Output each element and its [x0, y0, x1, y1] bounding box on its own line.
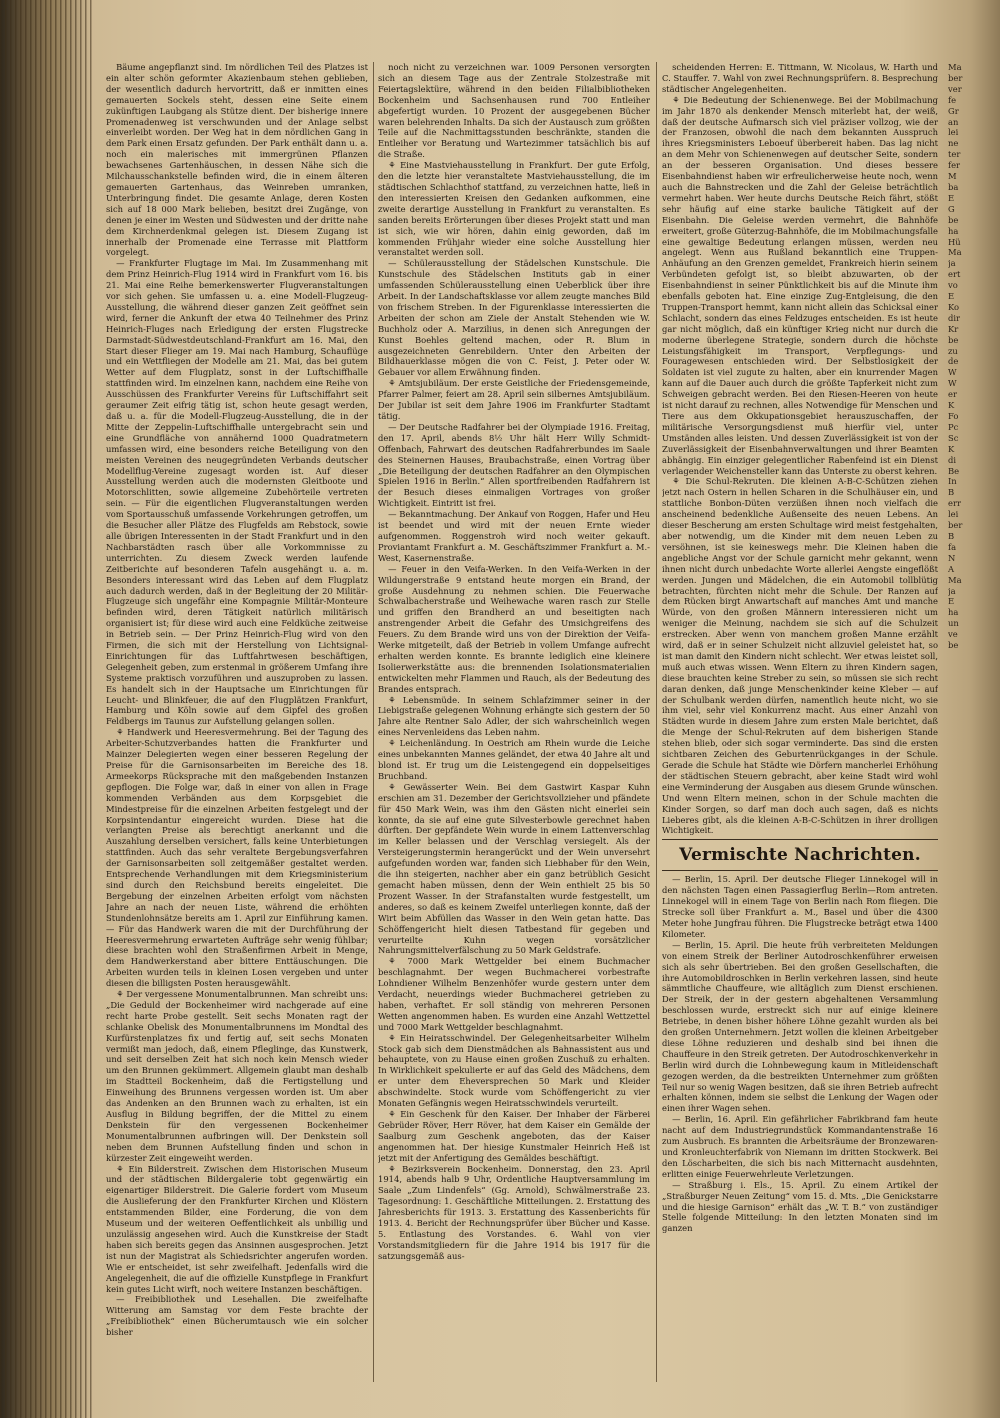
edge-fragment: A — [948, 563, 955, 574]
edge-fragment: un — [948, 618, 959, 629]
edge-fragment: ba — [948, 181, 959, 192]
edge-fragment: W — [948, 378, 957, 389]
edge-fragment: an — [948, 116, 959, 127]
edge-fragment: err — [948, 498, 961, 509]
adjacent-page-edge-text — [948, 62, 1000, 1382]
edge-fragment: Be — [948, 465, 960, 476]
edge-fragment: Ma — [948, 62, 962, 72]
edge-fragment: ve — [948, 629, 958, 640]
edge-fragment: Sc — [948, 432, 959, 443]
article-paragraph: — Freibibliothek und Lesehallen. Die zweifelhafte Witterung am Samstag vor dem Feste brachte der „Freibibliothek“ einen Bücherumtausch wie ein solcher bisher — [106, 1294, 368, 1338]
edge-fragment: ber — [948, 520, 963, 531]
edge-fragment: Hü — [948, 236, 961, 247]
edge-fragment: W — [948, 367, 957, 378]
article-paragraph: ⚘ Lebensmüde. In seinem Schlafzimmer seiner in der Liebigstraße gelegenen Wohnung erhängte sich gestern der 50 Jahre alte Rentner Salo Adler, der sich wahrscheinlich wegen eines Nervenleidens das Leben nahm. — [378, 694, 650, 738]
article-paragraph: ⚘ Leichenländung. In Oestrich am Rhein wurde die Leiche eines unbekannten Mannes geländet, der etwa 40 Jahre alt und blond ist. Er trug um die Leistengegend ein doppelseitiges Bruchband. — [378, 738, 650, 781]
edge-fragment: N — [948, 552, 956, 563]
article-paragraph: ⚘ Eine Mastviehausstellung in Frankfurt. Der gute Erfolg, den die letzte hier veranstaltete Mastviehausstellung, die im städtischen Schlachthof stattfand, zu verzeichnen hatte, ließ in den interessierten Kreisen den Gedanken aufkommen, eine zweite derartige Ausstellung in Frankfurt zu veranstalten. Es sanden bereits Erörterungen über dieses Projekt statt und man ist sich, wie wir hören, dahin einig geworden, daß im kommenden Frühjahr wieder eine solche Ausstellung hier veranstaltet werden soll. — [378, 160, 650, 258]
article-paragraph: — Feuer in den Veifa-Werken. In den Veifa-Werken in der Wildungerstraße 9 entstand heute morgen ein Brand, der große Ausdehnung zu nehmen schien. Die Feuerwache Schwalbacherstraße und Weihewache waren rasch zur Stelle und griffen den Brandherd an und beseitigten nach anstrengender Arbeit die Gefahr des Umsichgreifens des Feuers. Zu dem Brande wird uns von der Direktion der Veifa-Werke mitgeteilt, daß der Betrieb in vollem Umfange aufrecht erhalten werden konnte. Es brannte lediglich eine kleinere Isolierwerkstätte aus: die brennenden Isolationsmaterialien entwickelten mehr Flammen und Rauch, als der Bedeutung des Brandes entsprach. — [378, 563, 650, 694]
news-item: — Straßburg i. Els., 15. April. Zu einem Artikel der „Straßburger Neuen Zeitung“ vom 15. d. Mts. „Die Genickstarre und die hiesige Garnison“ erhält das „W. T. B.“ von zuständiger Stelle folgende Mitteilung: In den letzten Monaten sind im ganzen — [662, 1179, 938, 1234]
article-paragraph: — Der Deutsche Radfahrer bei der Olympiade 1916. Freitag, den 17. April, abends 8½ Uhr hält Herr Willy Schmidt-Offenbach, Fahrwart des deutschen Radfahrerbundes im Saale des Steinernen Hauses, Braubachstraße, einen Vortrag über „Die Beteiligung der deutschen Radfahrer an den Olympischen Spielen 1916 in Berlin.“ Allen sportfreibenden Radfahrern ist der Besuch dieses einmaligen Vortrages von großer Wichtigkeit. Eintritt ist frei. — [378, 421, 650, 509]
article-paragraph: ⚘ Ein Geschenk für den Kaiser. Der Inhaber der Färberei Gebrüder Röver, Herr Röver, hat dem Kaiser ein Gemälde der Saalburg zum Geschenk angeboten, das der Kaiser angenommen hat. Der hiesige Kunstmaler Heinrich Heß ist jetzt mit der Anfertigung des Gemäldes beschäftigt. — [378, 1109, 650, 1163]
edge-fragment: fe — [948, 94, 957, 105]
edge-fragment: M — [948, 171, 957, 182]
edge-fragment: Fo — [948, 411, 959, 421]
edge-fragment: er — [948, 389, 957, 400]
edge-fragment: be — [948, 640, 959, 651]
article-paragraph: ⚘ Der vergessene Monumentalbrunnen. Man schreibt uns: „Die Geduld der Bockenheimer wird nachgerade auf eine recht harte Probe gestellt. Seit sechs Monaten ragt der schlanke Obelisk des Monumentalbrunnens im Mondtal des Kurfürstenplatzes fix und fertig auf, seit sechs Monaten vermißt man jedoch, daß, einem Pfleglinge, das Kunstwerk, und seit derselben Zeit hat sich noch kein Mensch wieder um den Brunnen gekümmert. Allgemein glaubt man deshalb im Stadtteil Bockenheim, daß die Fertigstellung und Einweihung des Brunnens vergessen worden ist. Um aber das Andenken an den Brunnen wach zu erhalten, ist ein Ausflug in Bildung begriffen, der die Mittel zu einem Denkstein für den vergessenen Bockenheimer Monumentalbrunnen aufbringen will. Der Denkstein soll neben dem Brunnen Aufstellung finden und schon in kürzester Zeit eingeweiht werden. — [106, 989, 368, 1163]
news-item: — Berlin, 15. April. Die heute früh verbreiteten Meldungen von einem Streik der Berliner Autodroschkenführer erweisen sich als sehr übertrieben. Bei den großen Gesellschaften, die ihre Automobildroschken in Berlin verkehren lassen, sind heute sämmtliche Chauffeure, wie alltäglich zum Dienst erschienen. Der Streik, der in der gestern abgehaltenen Versammlung beschlossen wurde, erstreckt sich nur auf einige kleinere Betriebe, in denen bisher höhere Löhne gezahlt wurden als bei den großen Unternehmern. Jetzt wollen die kleinen Arbeitgeber diese Löhne reduzieren und deshalb sind bei ihnen die Chauffeure in den Streik getreten. Der Autodroschkenverkehr in Berlin wird durch die Lohnbewegung kaum in Mitleidenschaft gezogen werden, da die bestreikten Unternehmer zum größten Teil nur so wenig Wagen besitzen, daß sie ihren Betrieb aufrecht erhalten können, indem sie selbst die Lenkung der Wagen oder einen ihrer Wagen sehen. — [662, 939, 938, 1114]
edge-fragment: E — [948, 192, 955, 203]
column-rule — [656, 62, 657, 1382]
edge-fragment: dir — [948, 312, 961, 323]
column-3 — [662, 62, 938, 1382]
edge-fragment: lei — [948, 509, 959, 520]
edge-fragment: E — [948, 291, 955, 302]
section-divider — [662, 870, 938, 871]
article-paragraph: ⚘ Ein Bilderstreit. Zwischen dem Historischen Museum und der städtischen Bildergalerie tobt gegenwärtig ein eigenartiger Bilderstreit. Die Galerie fordert vom Museum die Auslieferung der den Frankfurter Kirchen und Klöstern entstammenden Bilder, eine Forderung, die von dem Museum und der weiteren Oeffentlichkeit als unbillig und unzulässig angesehen wird. Auch die Kunstkreise der Stadt haben sich bereits gegen das Ansinnen ausgesprochen. Jetzt ist nun der Magistrat als Schiedsrichter angerufen worden. Wie er entscheidet, ist sehr zweifelhaft. Jedenfalls wird die Angelegenheit, die auf die offizielle Kunstpflege in Frankfurt kein gutes Licht wirft, noch weitere Instanzen beschäftigen. — [106, 1163, 368, 1294]
article-paragraph: — Frankfurter Flugtage im Mai. Im Zusammenhang mit dem Prinz Heinrich-Flug 1914 wird in Frankfurt vom 16. bis 21. Mai eine Reihe bemerkenswerter Flugveranstaltungen vor sich gehen. Sie umfassen u. a. eine Modell-Flugzeug-Ausstellung, die während dieser ganzen Zeit geöffnet sein wird, ferner die Ankunft der etwa 40 Teilnehmer des Prinz Heinrich-Fluges nach Erledigung der ersten Flugstrecke Darmstadt-Südwestdeutschland-Frankfurt am 16. Mai, den Start dieser Flieger am 19. Mai nach Hamburg, Schauflüge und ein Wettfliegen der Modelle am 21. Mai, das bei gutem Wetter auf dem Flugplatz, sonst in der Luftschiffhalle stattfinden wird. Im einzelnen kann, nachdem eine Reihe von Ausschüssen des Frankfurter Vereins für Luftschiffahrt seit geraumer Zeit eifrig tätig ist, schon heute gesagt werden, daß u. a. für die Modell-Flugzeug-Ausstellung, die in der Mitte der Zeppelin-Luftschiffhalle untergebracht sein und eine Grundfläche von annähernd 1000 Quadratmetern umfassen wird, eine besonders reiche Beteiligung von den meisten Vereinen des neugegründeten Verbands deutscher Modellflug-Vereine zugesagt worden ist. Auf dieser Ausstellung werden auch die modernsten Gleitboote und Motorschlitten, sowie allgemeine Zubehörteile vertreten sein. — Für die eigentlichen Flugveranstaltungen werden vom Sportausschuß umfassende Vorkehrungen getroffen, um die Besucher aller Plätze des Flugfelds am Rebstock, sowie alle übrigen Interessenten in der Stadt Frankfurt und in den Nachbarstädten rasch über alle Vorkommnisse zu unterrichten. Zu diesem Zweck werden laufende Zeitberichte auf besonderen Tafeln ausgehängt u. a. m. Besonders interessant wird das Leben auf dem Flugplatz auch dadurch werden, daß in der Begleitung der 20 Militär-Flugzeuge sich ungefähr eine Kompagnie Militär-Monteure befinden wird, deren Tätigkeit natürlich militärisch organisiert ist; für diese wird auch eine Feldküche zeitweise in Betrieb sein. — Der Prinz Heinrich-Flug wird von den Firmen, die sich mit der Herstellung von Lichtsignal-Einrichtungen für das Luftfahrtwesen beschäftigen, Gelegenheit geben, zum erstenmal in größerem Umfang ihre Systeme praktisch vorzuführen und auszuproben zu lassen. Es handelt sich in der Hauptsache um Einrichtungen für Leucht- und Blinkfeuer, die auf den Flugplätzen Frankfurt, Hamburg und Köln sowie auf dem Gipfel des großen Feldbergs im Taunus zur Aufstellung gelangen sollen. — [106, 258, 368, 727]
article-paragraph: ⚘ Die Bedeutung der Schienenwege. Bei der Mobilmachung im Jahr 1870 als denkender Mensch miterlebt hat, der weiß, daß der deutsche Aufmarsch sich viel präziser vollzog, wie der der Franzosen, obwohl die nach dem bekannten Ausspruch ihres Kriegsministers Leboeuf überbereit haben. Das lag nicht an dem Mehr von Schienenwegen auf deutscher Seite, sondern an der besseren Organisation. Und dieses bessere Eisenbahndienst haben wir erfreulicherweise heute noch, wenn auch die Bahnstrecken und die Zahl der Geleise beträchtlich vermehrt haben. Wer heute durchs Deutsche Reich fährt, stößt sehr häufig auf eine starke bauliche Tätigkeit auf der Eisenbahn. Die Geleise werden vermehrt, die Bahnhöfe erweitert, große Güterzug-Bahnhöfe, die im Mobilmachungsfalle eine gewaltige Bedeutung erlangen müssen, werden neu angelegt. Wenn aus Rußland bekanntlich eine Truppen-Anhäufung an den Grenzen gemeldet, Frankreich hierin seinem Verbündeten gefolgt ist, so bleibt abzuwarten, ob der Eisenbahndienst in seiner Pünktlichkeit bis auf die Minute ihm ebenfalls geboten hat. Eine einzige Zug-Entgleisung, die den Truppen-Transport hemmt, kann nicht allein das Schicksal einer Schlacht, sondern das eines Feldzuges entscheiden. Es ist heute gar nicht möglich, daß ein künftiger Krieg nicht nur durch die moderne überlegene Strategie, sondern durch die höchste Leistungsfähigkeit im Transport, Verpflegungs- und Fouragewesen entschieden wird. Der Selbstlosigkeit der Soldaten ist viel zugute zu halten, aber ein knurrender Magen kann auf die Dauer auch durch die größte Tapferkeit nicht zum Schweigen gebracht werden. Bei den Riesen-Heeren von heute ist nicht darauf zu rechnen, alles Notwendige für Menschen und Tiere aus dem Okkupationsgebiet herauszuschaffen, der militärische Versorgungsdienst muß hierfür viel, unter Umständen alles leisten. Und dessen Zuverlässigkeit ist von der Zuverlässigkeit der Eisenbahnverwaltungen und ihrer Beamten abhängig. Ein einziger gelegentlicher Rabenfeind ist ein Dienst verlagender Weichensteller kann das Unterste zu oberst kehren. — [662, 94, 938, 476]
news-item: — Berlin, 16. April. Ein gefährlicher Fabrikbrand fam heute nacht auf dem Industriegrundstück Kommandantenstraße 16 zum Ausbruch. Es brannten die Arbeitsräume der Bronzewaren- und Kronleuchterfabrik von Niemann im dritten Stockwerk. Bei den Löscharbeiten, die sich bis nach Mitternacht ausdehnten, erlitten einige Feuerwehrleute Verletzungen. — [662, 1114, 938, 1179]
edge-fragment: ert — [948, 269, 961, 280]
column-2 — [378, 62, 650, 1382]
edge-fragment: ja — [948, 258, 956, 269]
edge-fragment: be — [948, 334, 959, 345]
article-paragraph: ⚘ Die Schul-Rekruten. Die kleinen A-B-C-Schützen ziehen jetzt nach Ostern in hellen Scharen in die Schulhäuser ein, und stattliche Bonbon-Düten verzüßen ihnen noch vielfach die anscheinend bedenkliche Außenseite des neuen Lebens. An dieser Bescherung am ersten Schultage wird meist festgehalten, aber notwendig, um die Kinder mit dem neuen Leben zu versöhnen, ist sie keineswegs mehr. Die Kleinen haben die angebliche Angst vor der Schule garnicht mehr gekannt, wenn ihnen nicht durch unbedachte Worte allerlei Aengste eingeflößt werden. Jungen und Mädelchen, die ein Automobil tollblütig betrachten, fürchten nicht mehr die Schule. Der Ranzen auf dem Rücken birgt Anwartschaft auf manches Amt und manche Würde, von den großen Männern interessieren nicht um weniger die Meinung, nachdem sie sich auf die Schulzeit erstrecken. Aber wenn von manchem großen Manne erzählt wird, daß er in seiner Schulzeit nicht allzuviel geleistet hat, so ist man damit den Kindern nicht schlecht. Wer etwas leistet soll, muß auch etwas wissen. Wenn Eltern zu ihren Kindern sagen, diese brauchten keine Streber zu sein, so müssen sie sich recht daran denken, daß junge Menschenkinder keine Kleber — auf der Schulbank werden dürfen, namentlich heute nicht, wo sie ihm viel, sehr viel Konkurrenz macht. Aus einer Anzahl von Städten wurde in diesem Jahre zum ersten Male berichtet, daß die Menge der Schul-Rekruten auf dem bisherigen Stande stehen blieb, oder sich sogar verminderte. Das sind die ersten sichtbaren Zeichen des Geburtenrückganges in der Schule. Gerade die Schule hat Städte wie Dörfern mancherlei Erhöhung der städtischen Steuern gebracht, aber keine Stadt wird wohl eine Verminderung der Ausgaben aus diesem Grunde wünschen. Und wenn Eltern meinen, schon in der Schule machten die Kinder Sorgen, so darf man doch auch sagen, daß es nichts Lieberes gibt, als die kleinen A-B-C-Schützen in ihrer drolligen Wichtigkeit. — [662, 476, 938, 836]
edge-fragment: G — [948, 203, 955, 214]
edge-fragment: ha — [948, 225, 959, 236]
article-paragraph: — Bekanntmachung. Der Ankauf von Roggen, Hafer und Heu ist beendet und wird mit der neuen Ernte wieder aufgenommen. Roggenstroh wird noch weiter gekauft. Proviantamt Frankfurt a. M. Geschäftszimmer Frankfurt a. M.-West, Kasernenstraße. — [378, 509, 650, 563]
article-paragraph: ⚘ Bezirksverein Bockenheim. Donnerstag, den 23. April 1914, abends halb 9 Uhr, Ordentliche Hauptversammlung im Saale „Zum Lindenfels“ (Gg. Arnold), Schwälmerstraße 23. Tagesordnung: 1. Geschäftliche Mitteilungen. 2. Erstattung des Jahresberichts für 1913. 3. Erstattung des Kassenberichts für 1913. 4. Bericht der Rechnungsprüfer über Bücher und Kasse. 5. Entlastung des Vorstandes. 6. Wahl von vier Vorstandsmitgliedern für die Jahre 1914 bis 1917 für die satzungsgemäß aus- — [378, 1163, 650, 1261]
edge-fragment: ber — [948, 72, 963, 83]
column-1 — [106, 62, 368, 1382]
edge-fragment: ne — [948, 138, 959, 149]
edge-fragment: Pc — [948, 421, 959, 432]
edge-fragment: di — [948, 454, 957, 465]
edge-fragment: be — [948, 214, 959, 225]
edge-fragment: zu — [948, 345, 958, 356]
edge-fragment: Ma — [948, 574, 962, 585]
edge-fragment: In — [948, 476, 957, 487]
article-paragraph: ⚘ 7000 Mark Wettgelder bei einem Buchmacher beschlagnahmt. Der wegen Buchmacherei vorbestrafte Lohndiener Wilhelm Benzenhöfer wurde gestern unter dem Verdacht, neuerdings wieder Buchmacherei getrieben zu haben, verhaftet. Er soll ständig von mehreren Personen Wetten angenommen haben. Es wurden eine Anzahl Wettzettel und 7000 Mark Wettgelder beschlagnahmt. — [378, 956, 650, 1032]
edge-fragment: K — [948, 443, 955, 454]
edge-fragment: Kr — [948, 323, 959, 334]
edge-fragment: ter — [948, 149, 961, 160]
edge-fragment: Ma — [948, 247, 962, 258]
edge-fragment: B — [948, 487, 955, 498]
article-paragraph: scheidenden Herren: E. Tittmann, W. Nicolaus, W. Harth und C. Stauffer. 7. Wahl von zwei Rechnungsprüfern. 8. Besprechung städtischer Angelegenheiten. — [662, 62, 938, 94]
column-rule — [373, 62, 374, 1382]
edge-fragment: E — [948, 596, 955, 607]
edge-fragment: ver — [948, 83, 962, 94]
edge-fragment: K — [948, 400, 955, 411]
article-paragraph: Bäume angepflanzt sind. Im nördlichen Teil des Platzes ist ein alter schön geformter Akazienbaum stehen geblieben, der wesentlich dadurch hervortritt, daß er inmitten eines gemauerten Sockels steht, dessen eine Seite einem zukünftigen Laubgang als Stütze dient. Der bisherige innere Promenadenweg ist verschwunden und der Anlage selbst einverleibt worden. Der Weg hat in dem nördlichen Gang in dem Park einen Ersatz gefunden. Der Park enthält dann u. a. noch ein malerisches mit immergrünen Pflanzen bewachsenes Gartenhäuschen, in dessen Nähe sich die Milchausschankstelle befinden wird, die in einem älteren gemauerten Gartenhaus, das Weinreben umranken, Unterbringung findet. Die gesamte Anlage, deren Kosten sich auf 18 000 Mark belieben, besitzt drei Zugänge, von denen je einer im Westen und Südwesten und der dritte nahe dem Kirchnerdenkmal gelegen ist. Diesem Zugang ist innerhalb der Promenade eine Terrasse mit Plattform vorgelegt. — [106, 62, 368, 258]
article-paragraph: ⚘ Ein Heiratsschwindel. Der Gelegenheitsarbeiter Wilhelm Stock gab sich dem Dienstmädchen als Bahnassistent aus und behauptete, von zu Hause einen großen Zuschuß zu erhalten. In Wirklichkeit spekulierte er auf das Geld des Mädchens, dem er unter dem Eheversprechen 50 Mark und Kleider abschwindelte. Stock wurde vom Schöffengericht zu vier Monaten Gefängnis wegen Heiratsschwindels verurteilt. — [378, 1032, 650, 1109]
section-heading: Vermischte Nachrichten. — [679, 845, 921, 866]
article-paragraph: ⚘ Amtsjubiläum. Der erste Geistliche der Friedensgemeinde, Pfarrer Palmer, feiert am 28. April sein silbernes Amtsjubiläum. Der Jubilar ist seit dem Jahre 1906 im Frankfurter Stadtamt tätig. — [378, 378, 650, 421]
edge-fragment: fa — [948, 541, 957, 552]
book-gutter — [0, 0, 92, 1418]
article-paragraph: noch nicht zu verzeichnen war. 1009 Personen versorgten sich an diesem Tage aus der Zentrale Stolzestraße mit Feiertagslektüre, während in den beiden Filialbibliotheken Bockenheim und Sachsenhausen rund 700 Entleiher abgefertigt wurden. 10 Prozent der ausgegebenen Bücher waren belehrenden Inhalts. Da sich der Austausch zum größten Teile auf die Nachmittagsstunden beschränkte, standen die Entleiher vor Beratung und Wartezimmer tatsächlich bis auf die Straße. — [378, 62, 650, 160]
news-item: — Berlin, 15. April. Der deutsche Flieger Linnekogel will in den nächsten Tagen einen Passagierflug Berlin—Rom antreten. Linnekogel will in einem Tage von Berlin nach Rom fliegen. Die Strecke soll über Frankfurt a. M., Basel und über die 4300 Meter hohe Jungfrau führen. Die Flugstrecke beträgt etwa 1400 Kilometer. — [662, 874, 938, 939]
edge-fragment: de — [948, 356, 959, 367]
article-paragraph: — Schülerausstellung der Städelschen Kunstschule. Die Kunstschule des Städelschen Instituts gab in einer umfassenden Schülerausstellung einen Ueberblick über ihre Arbeit. In der Landschaftsklasse vor allem zeugte manches Bild von frischem Streben. In der Figurenklasse interessierten die Arbeiten der schon am Ziele der Anstalt Stehenden wie W. Buchholz oder A. Marzilius, in denen sich Anregungen der Kunst Boehles geltend machen, oder R. Blum in ausgezeichneten Genrebildern. Unter den Arbeiten der Bildhauerklasse mögen die von C. Feist, J. Peter oder W. Gebauer vor allem Erwähnung finden. — [378, 258, 650, 378]
article-paragraph: ⚘ Handwerk und Heeresvermehrung. Bei der Tagung des Arbeiter-Schutzverbandes hatten die Frankfurter und Mainzer Delegierten wegen einer besseren Regelung der Preise für die Garnisonsarbeiten im Bereiche des 18. Armeekorps Rücksprache mit den maßgebenden Instanzen gepflogen. Die Folge war, daß in einer von allen in Frage kommenden Verbänden aus dem Korpsgebiet die Mindestpreise für die einzelnen Arbeiten festgelegt und der Korpsintendantur eingereicht wurden. Diese hat die verlangten Preise als berechtigt anerkannt und die Auszahlung derselben versichert, falls keine Unterbietungen stattfinden. Auch das sehr veraltete Bergebungsverfahren der Garnisonsarbeiten soll zeitgemäßer gestaltet werden. Entsprechende Verhandlungen mit dem Kriegsministerium sind durch den Reichsbund bereits eingeleitet. Die Bergebung der einzelnen Arbeiten erfolgt vom nächsten Jahre an nach der neuen Liste, während die erhöhten Stundenlohnsätze bereits am 1. April zur Einführung kamen. — Für das Handwerk waren die mit der Durchführung der Heeresvermehrung erwarteten Aufträge sehr wenig fühlbar; diese brachten wohl den Straßenfirmen Arbeit in Menge, dem Handwerkerstand aber bittere Enttäuschungen. Die Arbeiten wurden teils in kleinen Losen vergeben und unter diesen die billigsten Posten herausgewählt. — [106, 727, 368, 989]
section-divider — [662, 839, 938, 840]
edge-fragment: Gr — [948, 105, 959, 116]
edge-fragment: ja — [948, 585, 956, 596]
edge-fragment: Ko — [948, 301, 960, 312]
edge-fragment: vo — [948, 280, 958, 291]
newspaper-page — [96, 62, 946, 1382]
edge-fragment: fer — [948, 160, 961, 171]
edge-fragment: B — [948, 530, 955, 541]
article-paragraph: ⚘ Gewässerter Wein. Bei dem Gastwirt Kaspar Kuhn erschien am 31. Dezember der Gerichtsvollzieher und pfändete für 450 Mark Wein, was ihm den Gästen nicht einerlei sein konnte, da sie auf eine gute Silvesterbowle gerechnet haben dürften. Der gepfändete Wein wurde in einem Lattenverschlag im Keller belassen und der Verschlag versiegelt. Als der Versteigerungstermin herangerückt und der Wein unversehrt aufgefunden worden war, fanden sich Liebhaber für den Wein, die ihn steigerten, nachher aber ein ganz betrüblich Gesicht gemacht haben müssen, denn der Wein enthielt 25 bis 50 Prozent Wasser. In der Strafanstalten wurde festgestellt, um anderes, so daß es keinem Zweifel unterliegen konnte, daß der Wirt beim Abfüllen das Wasser in den Wein getan hatte. Das Schöffengericht hielt diesen Tatbestand für gegeben und verurteilte Kuhn wegen vorsätzlicher Nahrungsmittelverfälschung zu 50 Mark Geldstrafe. — [378, 781, 650, 956]
edge-fragment: ha — [948, 607, 959, 618]
edge-fragment: lei — [948, 127, 959, 138]
